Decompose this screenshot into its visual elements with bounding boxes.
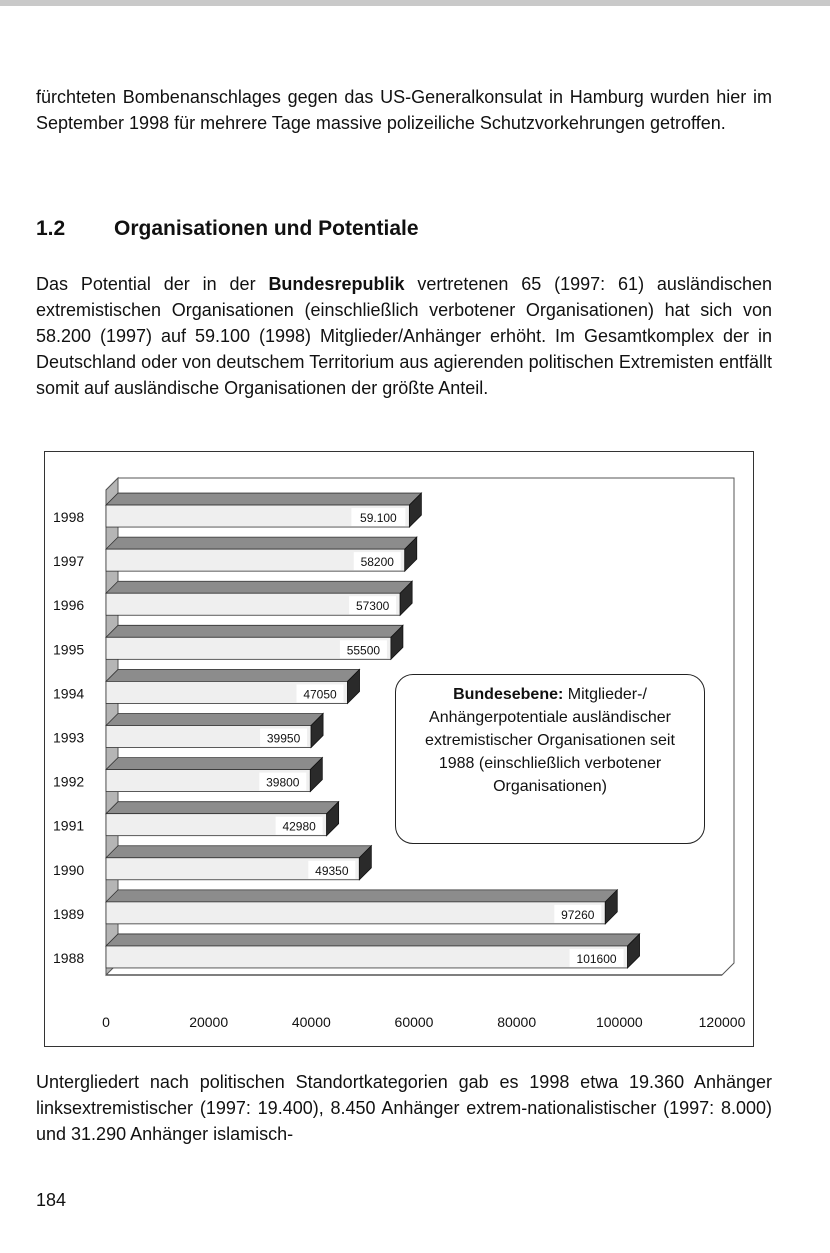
bar-top-1995 xyxy=(106,625,403,637)
bar-1989 xyxy=(106,902,605,924)
data-label-1993: 39950 xyxy=(266,731,301,746)
organisations-paragraph xyxy=(36,271,772,401)
category-label-1990: 1990 xyxy=(53,861,85,878)
bar-top-1989 xyxy=(106,890,617,902)
callout-text: Mitglieder-/ Anhängerpotentiale ausländischer extremistischer Organisationen seit 1988 (einschließlich verbotener Organisationen) xyxy=(425,686,675,795)
bar-top-1996 xyxy=(106,581,412,593)
bar-top-1991 xyxy=(106,802,339,814)
chart-frame xyxy=(44,451,754,1047)
data-label-1988: 101600 xyxy=(576,951,617,966)
category-label-1993: 1993 xyxy=(53,729,85,746)
bar-top-1988 xyxy=(106,934,640,946)
category-label-1994: 1994 xyxy=(53,685,85,702)
section-number: 1.2 xyxy=(36,217,66,240)
chart-callout-box xyxy=(395,674,705,844)
x-tick-label-4: 80000 xyxy=(497,1014,537,1030)
para2-bold: Bundesrepublik xyxy=(268,274,405,294)
category-label-1992: 1992 xyxy=(53,773,85,790)
callout-bold: Bundesebene: xyxy=(453,686,564,703)
bar-1988 xyxy=(106,946,628,968)
x-tick-label-6: 120000 xyxy=(698,1014,746,1030)
x-tick-label-0: 0 xyxy=(102,1014,110,1030)
top-scan-bar xyxy=(0,0,830,6)
intro-paragraph: fürchteten Bombenanschlages gegen das US-Generalkonsulat in Hamburg wurden hier im September 1998 für mehrere Tage massive polizeiliche Schutzvorkehrungen getroffen. xyxy=(36,87,772,133)
data-label-1995: 55500 xyxy=(346,643,381,658)
x-tick-label-3: 60000 xyxy=(394,1014,434,1030)
bar-top-1990 xyxy=(106,846,371,858)
section-title: Organisationen und Potentiale xyxy=(114,217,419,240)
category-label-1991: 1991 xyxy=(53,817,85,834)
data-label-1991: 42980 xyxy=(282,819,316,834)
category-label-1988: 1988 xyxy=(53,949,85,966)
para2-start: Das Potential der in der xyxy=(36,274,269,294)
category-label-1995: 1995 xyxy=(53,641,85,658)
category-label-1997: 1997 xyxy=(53,553,85,570)
para2-end: vertretenen 65 (1997: 61) ausländischen extremistischen Organisationen (einschließlich verbotener Organisationen) hat sich von 58.200 (1997) auf 59.100 (1998) Mitglieder/Anhänger erhöht. Im Gesamtkomplex der in Deutschland oder von deutschem Territorium aus agierenden politischen Extremisten entfällt somit auf ausländische Organisationen der größte Anteil. xyxy=(36,274,773,398)
breakdown-paragraph: Untergliedert nach politischen Standortkategorien gab es 1998 etwa 19.360 Anhänger linksextremistischer (1997: 19.400), 8.450 Anhänger extrem-nationalistischer (1997: 8.000) und 31.290 Anhänger islamisch- xyxy=(36,1072,772,1144)
category-label-1998: 1998 xyxy=(53,509,85,526)
section-heading xyxy=(36,214,419,244)
category-label-1996: 1996 xyxy=(53,597,85,614)
data-label-1989: 97260 xyxy=(561,907,595,922)
data-label-1992: 39800 xyxy=(266,775,300,790)
bar-top-1998 xyxy=(106,493,421,505)
page-number: 184 xyxy=(36,1190,67,1210)
x-tick-label-5: 100000 xyxy=(595,1014,643,1030)
bar-top-1997 xyxy=(106,537,417,549)
bar-top-1992 xyxy=(106,758,322,770)
x-tick-label-1: 20000 xyxy=(189,1014,229,1030)
data-label-1996: 57300 xyxy=(355,599,390,614)
bar-top-1994 xyxy=(106,669,360,681)
x-tick-label-2: 40000 xyxy=(291,1014,331,1030)
data-label-1997: 58200 xyxy=(360,555,394,570)
category-label-1989: 1989 xyxy=(53,905,85,922)
bar-top-1993 xyxy=(106,714,323,726)
data-label-1994: 47050 xyxy=(303,687,337,702)
data-label-1990: 49350 xyxy=(315,863,349,878)
data-label-1998: 59.100 xyxy=(360,511,397,526)
